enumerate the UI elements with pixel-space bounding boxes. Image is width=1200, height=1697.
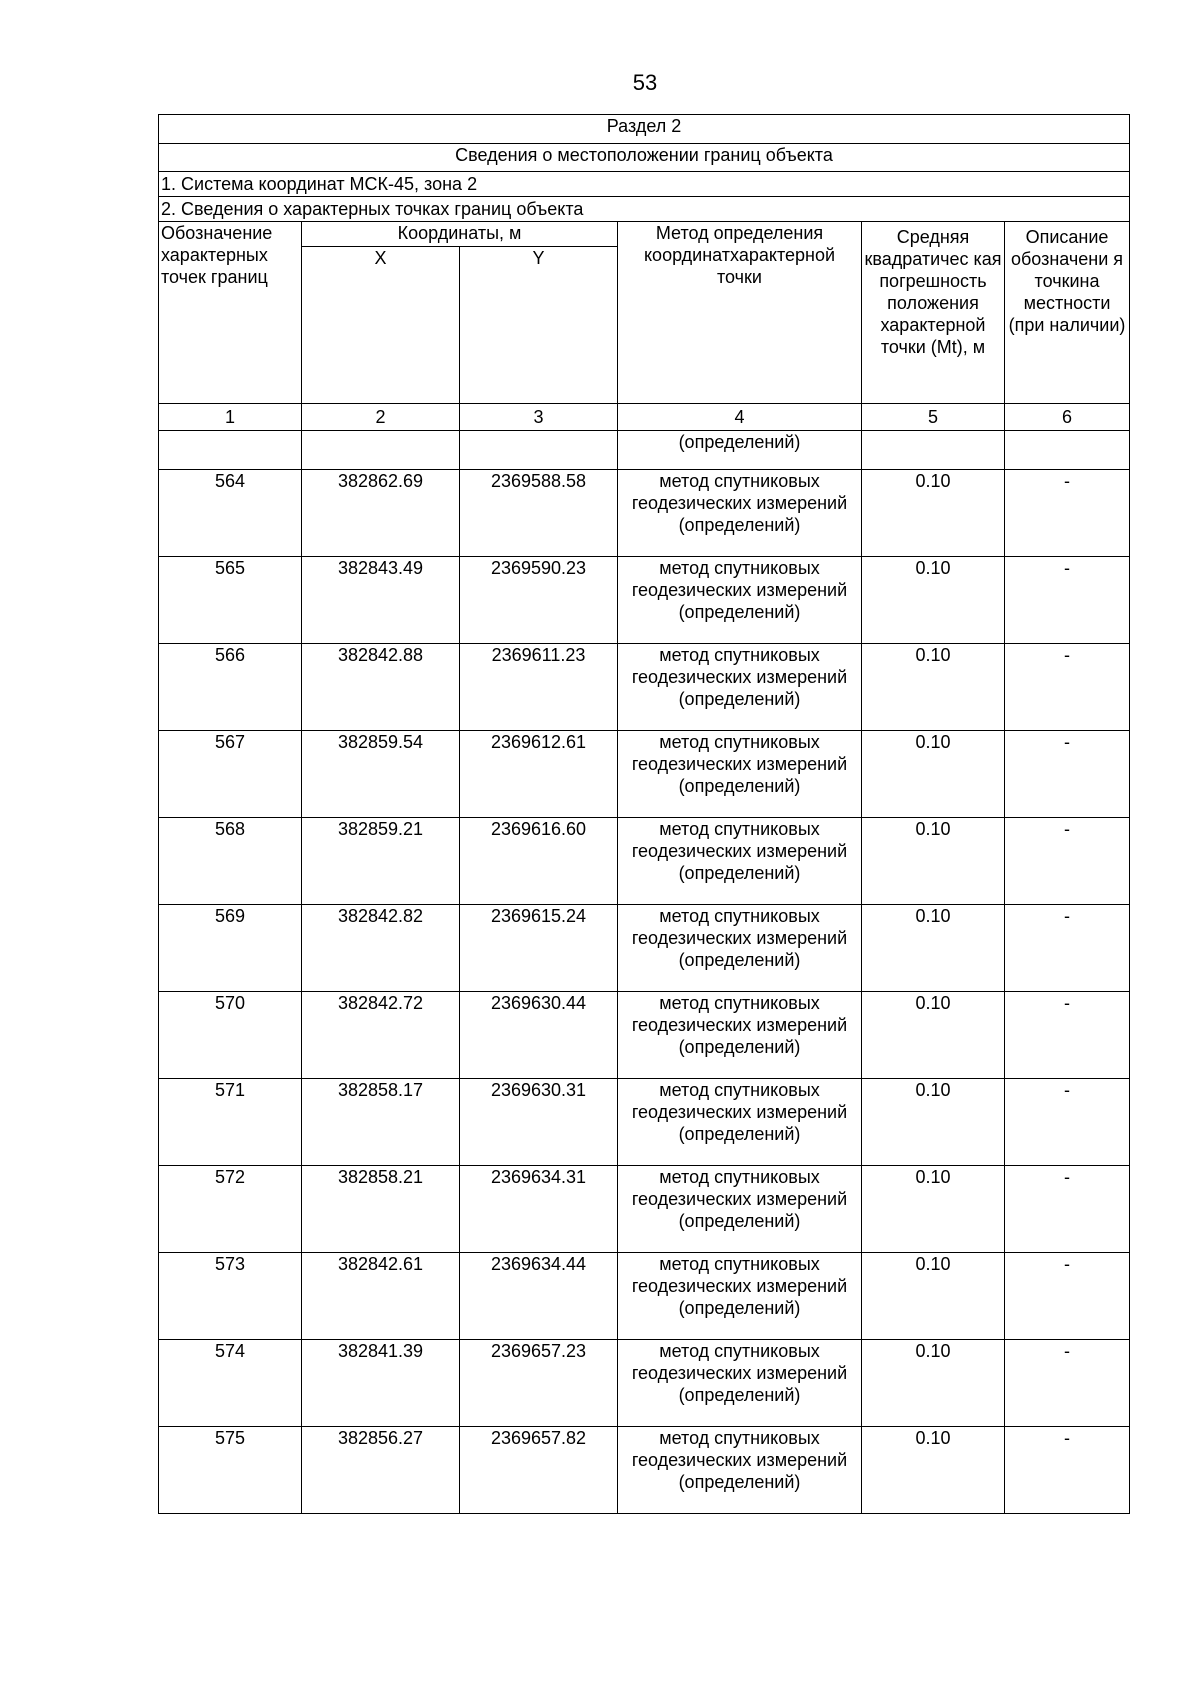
header-error: Средняя квадратичес кая погрешность положения характерной точки (Mt), м	[862, 222, 1005, 404]
table-row	[159, 1427, 1130, 1514]
description-cell: -	[1005, 1166, 1130, 1253]
method-cell: метод спутниковых геодезических измерений (определений)	[618, 1340, 862, 1427]
description-cell: -	[1005, 644, 1130, 731]
header-method: Метод определения координатхарактерной точки	[618, 222, 862, 404]
column-number: 1	[159, 404, 302, 431]
y-cell: 2369634.44	[460, 1253, 618, 1340]
point-cell: 567	[159, 731, 302, 818]
y-cell: 2369611.23	[460, 644, 618, 731]
column-number: 4	[618, 404, 862, 431]
table-row	[159, 1166, 1130, 1253]
section-title: Раздел 2	[159, 115, 1130, 144]
point-cell: 564	[159, 470, 302, 557]
error-cell: 0.10	[862, 731, 1005, 818]
x-cell: 382858.21	[302, 1166, 460, 1253]
description-cell: -	[1005, 731, 1130, 818]
description-cell: -	[1005, 992, 1130, 1079]
header-coordinates: Координаты, м	[302, 222, 618, 247]
x-cell: 382859.54	[302, 731, 460, 818]
table-title: Сведения о местоположении границ объекта	[159, 144, 1130, 172]
error-cell: 0.10	[862, 905, 1005, 992]
continuation-row	[159, 431, 1130, 470]
method-cell: метод спутниковых геодезических измерений (определений)	[618, 1079, 862, 1166]
header-description: Описание обозначени я точкина местности (при наличии)	[1005, 222, 1130, 404]
y-cell: 2369590.23	[460, 557, 618, 644]
table-row	[159, 992, 1130, 1079]
point-cell: 569	[159, 905, 302, 992]
error-cell: 0.10	[862, 1340, 1005, 1427]
error-cell: 0.10	[862, 1427, 1005, 1514]
method-cell: метод спутниковых геодезических измерений (определений)	[618, 644, 862, 731]
method-cell: метод спутниковых геодезических измерений (определений)	[618, 818, 862, 905]
point-cell: 566	[159, 644, 302, 731]
page-number: 53	[632, 70, 658, 95]
x-cell: 382862.69	[302, 470, 460, 557]
coordinate-system-info: 1. Система координат МСК-45, зона 2	[159, 172, 1130, 197]
table-row	[159, 470, 1130, 557]
error-cell: 0.10	[862, 470, 1005, 557]
table-row	[159, 818, 1130, 905]
description-cell: -	[1005, 557, 1130, 644]
point-cell: 568	[159, 818, 302, 905]
error-cell: 0.10	[862, 557, 1005, 644]
table-row	[159, 1340, 1130, 1427]
description-cell: -	[1005, 818, 1130, 905]
points-info: 2. Сведения о характерных точках границ объекта	[159, 197, 1130, 222]
x-cell: 382856.27	[302, 1427, 460, 1514]
point-cell: 573	[159, 1253, 302, 1340]
method-cell: метод спутниковых геодезических измерений (определений)	[618, 1166, 862, 1253]
method-cell: метод спутниковых геодезических измерений (определений)	[618, 1427, 862, 1514]
point-cell: 574	[159, 1340, 302, 1427]
x-cell: 382858.17	[302, 1079, 460, 1166]
x-cell: 382842.72	[302, 992, 460, 1079]
column-number: 5	[862, 404, 1005, 431]
y-cell: 2369616.60	[460, 818, 618, 905]
point-cell: 571	[159, 1079, 302, 1166]
table-row	[159, 905, 1130, 992]
continuation-cell	[460, 431, 618, 470]
continuation-method: (определений)	[618, 431, 862, 470]
error-cell: 0.10	[862, 1253, 1005, 1340]
method-cell: метод спутниковых геодезических измерений (определений)	[618, 470, 862, 557]
boundary-points-table	[158, 114, 1130, 1514]
point-cell: 565	[159, 557, 302, 644]
error-cell: 0.10	[862, 1079, 1005, 1166]
x-cell: 382842.61	[302, 1253, 460, 1340]
error-cell: 0.10	[862, 1166, 1005, 1253]
header-point: Обозначение характерных точек границ	[159, 222, 302, 404]
x-cell: 382859.21	[302, 818, 460, 905]
method-cell: метод спутниковых геодезических измерений (определений)	[618, 1253, 862, 1340]
description-cell: -	[1005, 470, 1130, 557]
error-cell: 0.10	[862, 818, 1005, 905]
description-cell: -	[1005, 1340, 1130, 1427]
description-cell: -	[1005, 1427, 1130, 1514]
y-cell: 2369634.31	[460, 1166, 618, 1253]
point-cell: 575	[159, 1427, 302, 1514]
method-cell: метод спутниковых геодезических измерений (определений)	[618, 731, 862, 818]
method-cell: метод спутниковых геодезических измерений (определений)	[618, 557, 862, 644]
method-cell: метод спутниковых геодезических измерений (определений)	[618, 905, 862, 992]
continuation-cell	[862, 431, 1005, 470]
method-cell: метод спутниковых геодезических измерений (определений)	[618, 992, 862, 1079]
column-number: 3	[460, 404, 618, 431]
header-x: X	[302, 247, 460, 404]
description-cell: -	[1005, 1253, 1130, 1340]
error-cell: 0.10	[862, 644, 1005, 731]
point-cell: 572	[159, 1166, 302, 1253]
y-cell: 2369612.61	[460, 731, 618, 818]
table-row	[159, 731, 1130, 818]
y-cell: 2369615.24	[460, 905, 618, 992]
x-cell: 382842.82	[302, 905, 460, 992]
x-cell: 382842.88	[302, 644, 460, 731]
y-cell: 2369657.82	[460, 1427, 618, 1514]
error-cell: 0.10	[862, 992, 1005, 1079]
y-cell: 2369588.58	[460, 470, 618, 557]
table-row	[159, 1253, 1130, 1340]
x-cell: 382843.49	[302, 557, 460, 644]
y-cell: 2369657.23	[460, 1340, 618, 1427]
y-cell: 2369630.44	[460, 992, 618, 1079]
point-cell: 570	[159, 992, 302, 1079]
column-number: 2	[302, 404, 460, 431]
column-number: 6	[1005, 404, 1130, 431]
description-cell: -	[1005, 905, 1130, 992]
description-cell: -	[1005, 1079, 1130, 1166]
header-y: Y	[460, 247, 618, 404]
y-cell: 2369630.31	[460, 1079, 618, 1166]
table-row	[159, 1079, 1130, 1166]
continuation-cell	[159, 431, 302, 470]
continuation-cell	[1005, 431, 1130, 470]
table-row	[159, 557, 1130, 644]
continuation-cell	[302, 431, 460, 470]
table-row	[159, 644, 1130, 731]
x-cell: 382841.39	[302, 1340, 460, 1427]
